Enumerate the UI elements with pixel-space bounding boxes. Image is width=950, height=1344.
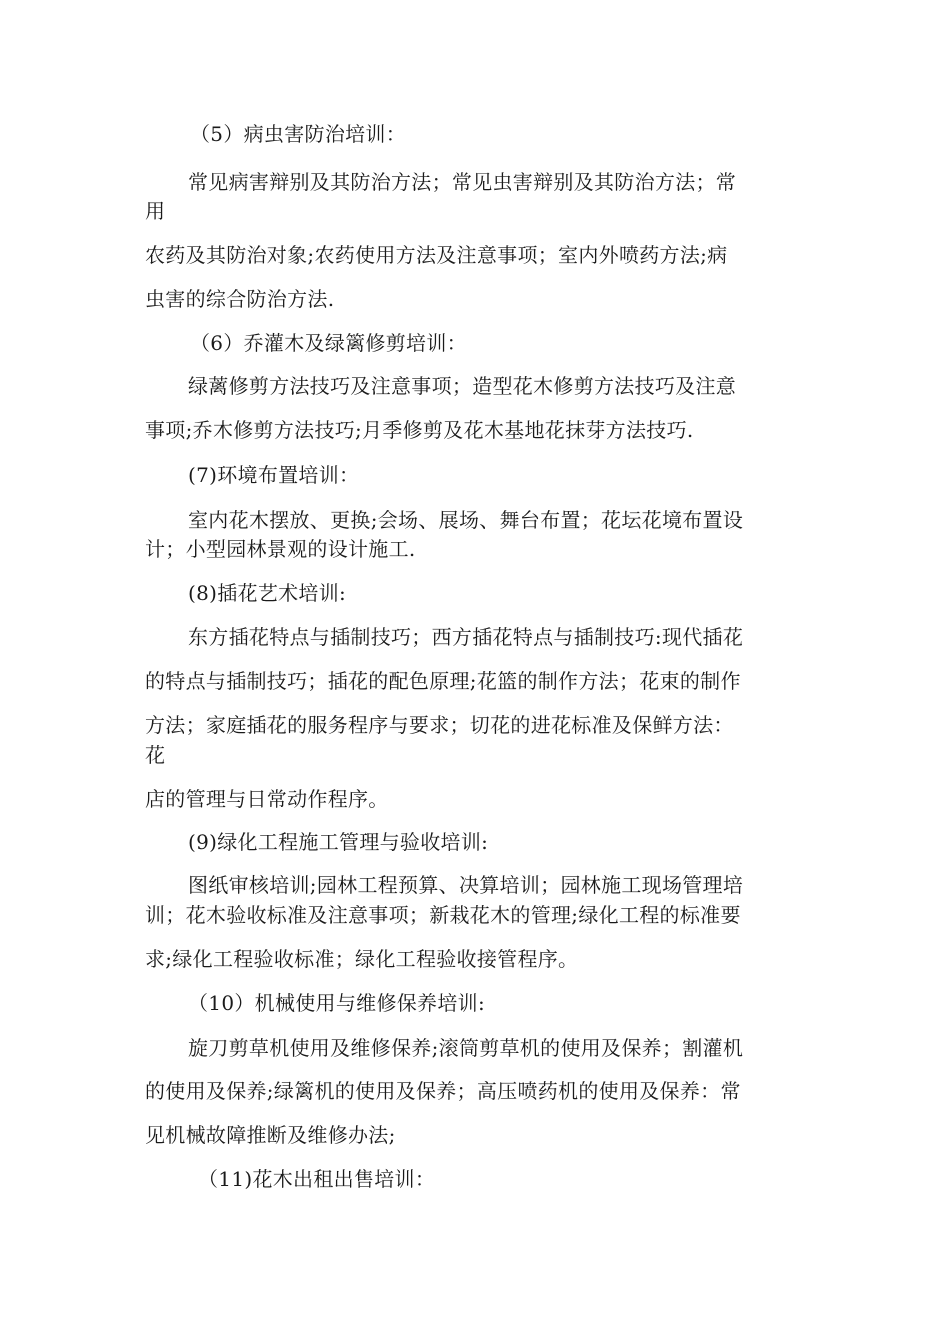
paragraph-line: 虫害的综合防治方法. xyxy=(145,287,335,311)
paragraph-line: 旋刀剪草机使用及维修保养;滚筒剪草机的使用及保养；割灌机 xyxy=(188,1036,744,1060)
paragraph-line: 方法；家庭插花的服务程序与要求；切花的进花标准及保鲜方法： xyxy=(145,713,734,737)
paragraph-line: 店的管理与日常动作程序。 xyxy=(145,787,389,811)
section-heading-8: (8)插花艺术培训: xyxy=(188,581,347,605)
paragraph-line: 的使用及保养;绿篱机的使用及保养；高压喷药机的使用及保养：常 xyxy=(145,1079,741,1103)
paragraph-line: 的特点与插制技巧；插花的配色原理;花篮的制作方法；花束的制作 xyxy=(145,669,741,693)
paragraph-line: 训；花木验收标准及注意事项；新栽花木的管理;绿化工程的标准要 xyxy=(145,903,741,927)
paragraph-line: 农药及其防治对象;农药使用方法及注意事项；室内外喷药方法;病 xyxy=(145,243,728,267)
paragraph-line: 事项;乔木修剪方法技巧;月季修剪及花木基地花抹芽方法技巧. xyxy=(145,418,694,442)
paragraph-line: 求;绿化工程验收标准；绿化工程验收接管程序。 xyxy=(145,947,579,971)
section-heading-10: （10）机械使用与维修保养培训: xyxy=(188,991,485,1015)
section-heading-5: （5）病虫害防治培训： xyxy=(190,122,407,146)
paragraph-line: 东方插花特点与插制技巧；西方插花特点与插制技巧:现代插花 xyxy=(188,625,744,649)
paragraph-line: 室内花木摆放、更换;会场、展场、舞台布置；花坛花境布置设 xyxy=(188,508,744,532)
paragraph-line: 用 xyxy=(145,199,166,223)
section-heading-6: （6）乔灌木及绿篱修剪培训： xyxy=(190,331,467,355)
paragraph-line: 图纸审核培训;园林工程预算、决算培训；园林施工现场管理培 xyxy=(188,873,744,897)
paragraph-line: 绿蓠修剪方法技巧及注意事项；造型花木修剪方法技巧及注意 xyxy=(188,374,737,398)
section-heading-7: (7)环境布置培训： xyxy=(188,463,360,487)
paragraph-line: 常见病害辩别及其防治方法；常见虫害辩别及其防治方法；常 xyxy=(188,170,737,194)
section-heading-9: (9)绿化工程施工管理与验收培训: xyxy=(188,830,489,854)
paragraph-line: 花 xyxy=(145,743,166,767)
paragraph-line: 见机械故障推断及维修办法; xyxy=(145,1123,396,1147)
paragraph-line: 计；小型园林景观的设计施工. xyxy=(145,537,416,561)
section-heading-11: （11)花木出租出售培训： xyxy=(198,1167,436,1191)
